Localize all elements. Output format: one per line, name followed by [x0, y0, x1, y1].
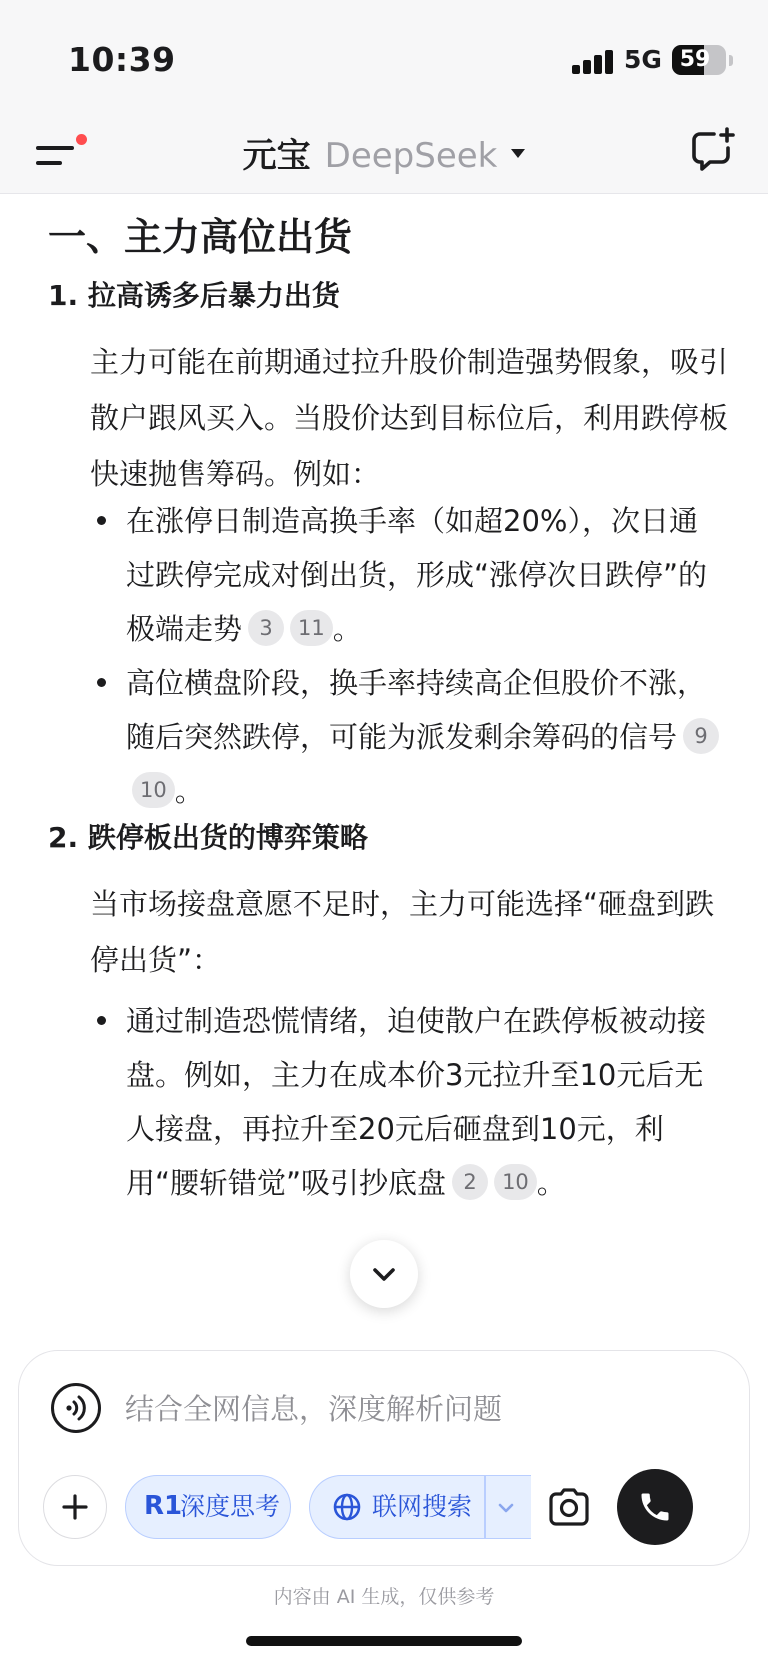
answer-heading: 一、主力高位出货 [48, 215, 353, 259]
home-indicator[interactable] [246, 1636, 522, 1646]
battery-cap [729, 55, 733, 66]
chevron-down-icon[interactable] [496, 1498, 516, 1518]
network-type: 5G [624, 45, 662, 74]
citation-badge[interactable]: 3 [248, 610, 284, 646]
plus-icon [44, 1476, 106, 1538]
battery-icon [672, 45, 726, 75]
model-name: DeepSeek [324, 136, 498, 176]
caret-down-icon [511, 149, 525, 158]
r1-badge: R1 [144, 1491, 183, 1521]
model-selector[interactable] [0, 128, 768, 177]
section-title: 1. 拉高诱多后暴力出货 [48, 279, 340, 312]
chip-divider [484, 1476, 486, 1539]
deep-think-label: 深度思考 [180, 1492, 281, 1521]
citation-badge[interactable]: 9 [683, 718, 719, 754]
list-item: 高位横盘阶段，换手率持续高企但股价不涨，随后突然跌停，可能为派发剩余筹码的信号 910 。 [126, 656, 726, 818]
deep-think-toggle[interactable] [125, 1475, 291, 1539]
message-input[interactable] [125, 1383, 685, 1435]
section-intro: 主力可能在前期通过拉升股价制造强势假象，吸引散户跟风买入。当股价达到目标位后，利用跌停板快速抛售筹码。例如： [90, 345, 729, 491]
section-title: 2. 跌停板出货的博弈策略 [48, 821, 368, 854]
scroll-down-button[interactable] [350, 1240, 418, 1308]
new-chat-icon[interactable] [688, 126, 736, 174]
battery-percent: 59 [679, 47, 711, 72]
camera-icon[interactable] [543, 1481, 595, 1533]
web-search-toggle[interactable] [309, 1475, 531, 1539]
bullet-dot [97, 1016, 106, 1025]
web-search-label: 联网搜索 [372, 1492, 473, 1521]
list-item: 通过制造恐慌情绪，迫使散户在跌停板被动接盘。例如，主力在成本价3元拉升至10元后无人接盘，再拉升至20元后砸盘到10元，利用“腰斩错觉”吸引抄底盘 2 10 。 [126, 1004, 707, 1200]
bullet-dot [97, 678, 106, 687]
app-header [0, 110, 768, 194]
signal-icon [572, 50, 614, 74]
citation-badge[interactable]: 10 [494, 1164, 537, 1200]
bullet-dot [97, 516, 106, 525]
ai-disclaimer: 内容由 AI 生成，仅供参考 [273, 1586, 495, 1608]
status-time: 10:39 [68, 40, 176, 79]
citation-badge[interactable]: 11 [290, 610, 333, 646]
section-intro: 当市场接盘意愿不足时，主力可能选择“砸盘到跌停出货”： [90, 887, 715, 977]
citation-badge[interactable]: 10 [132, 772, 175, 808]
add-button[interactable] [43, 1475, 107, 1539]
chat-content[interactable] [0, 196, 768, 1316]
status-bar [0, 0, 768, 110]
app-title: 元宝 [242, 136, 311, 176]
composer [18, 1350, 750, 1566]
list-item: 在涨停日制造高换手率（如超20%），次日通过跌停完成对倒出货，形成“涨停次日跌停”的极端走势 3 11 。 [126, 504, 708, 646]
phone-icon [637, 1489, 673, 1525]
voice-call-button[interactable] [617, 1469, 693, 1545]
voice-wave-icon[interactable] [51, 1383, 101, 1433]
globe-icon [332, 1492, 362, 1522]
chevron-down-icon [370, 1260, 398, 1288]
citation-badge[interactable]: 2 [452, 1164, 488, 1200]
